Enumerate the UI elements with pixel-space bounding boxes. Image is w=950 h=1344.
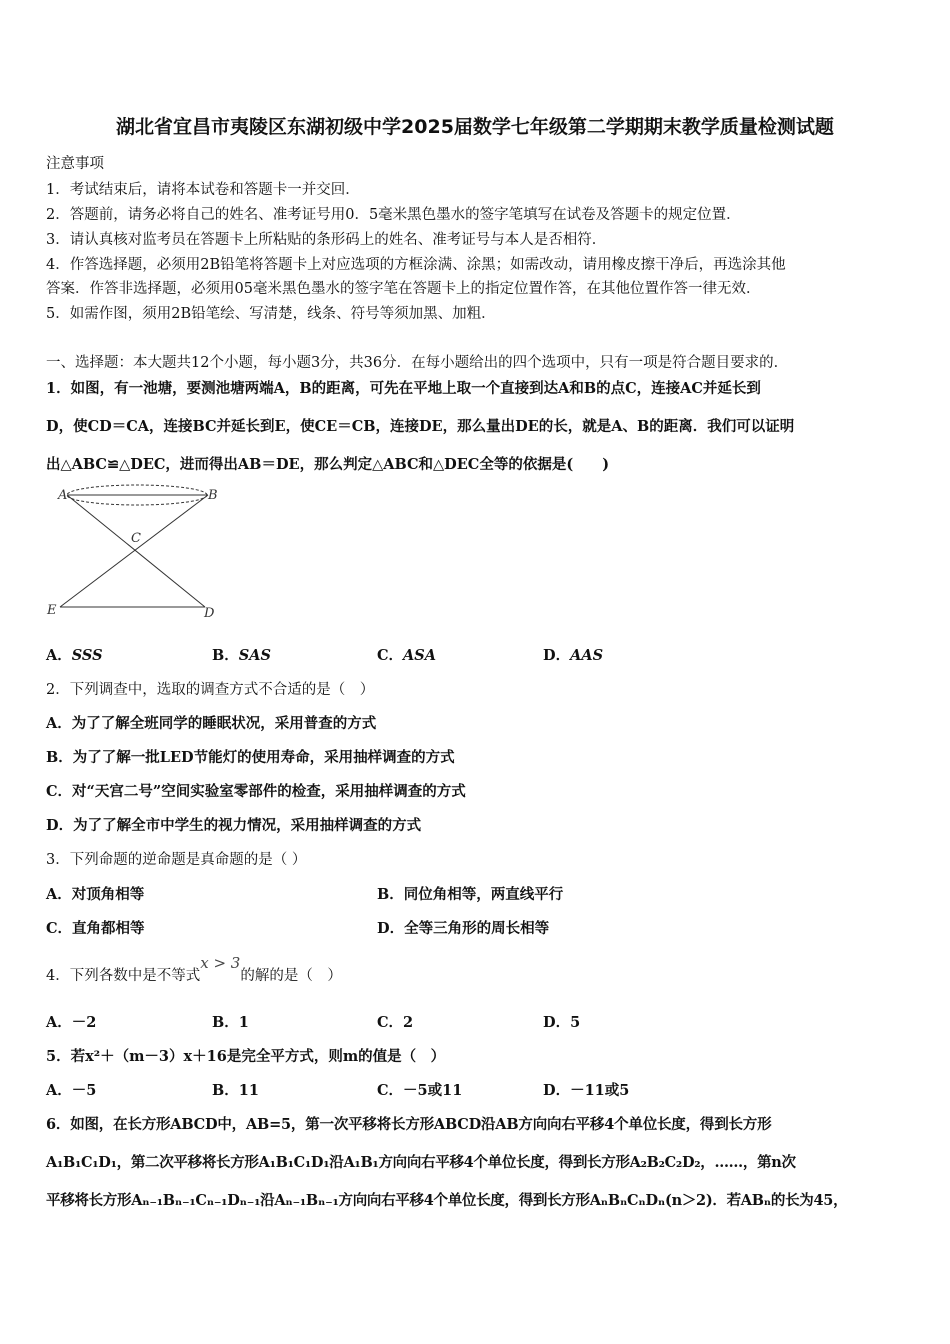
q1-option-b: B．SAS [212, 647, 271, 664]
q5-option-a: A．－5 [46, 1082, 97, 1099]
notice-item: 答案．作答非选择题，必须用05毫米黑色墨水的签字笔在答题卡上的指定位置作答，在其他位置作答一律无效． [46, 281, 761, 297]
q5-option-b: B．11 [212, 1082, 259, 1099]
q6-stem-line: 平移将长方形Aₙ₋₁Bₙ₋₁Cₙ₋₁Dₙ₋₁沿Aₙ₋₁Bₙ₋₁方向向右平移4个单位长度，得到长方形AₙBₙCₙDₙ(n＞2)．若ABₙ的长为45， [46, 1192, 848, 1209]
q2-option-c: C．对“天宫二号”空间实验室零部件的检查，采用抽样调查的方式 [46, 783, 466, 800]
segment-be [60, 495, 208, 607]
q4-stem: 4．下列各数中是不等式x > 3的解的是（ ） [46, 954, 342, 984]
page-title: 湖北省宜昌市夷陵区东湖初级中学2025届数学七年级第二学期期末教学质量检测试题 [116, 116, 834, 138]
q3-stem: 3．下列命题的逆命题是真命题的是（ ） [46, 852, 307, 868]
q1-option-c: C．ASA [377, 647, 437, 664]
q5-stem: 5．若x²＋（m－3）x＋16是完全平方式，则m的值是（ ） [46, 1048, 446, 1065]
section-heading: 一、选择题：本大题共12个小题，每小题3分，共36分．在每小题给出的四个选项中，只有一项是符合题目要求的． [46, 355, 789, 371]
notice-item: 4．作答选择题，必须用2B铅笔将答题卡上对应选项的方框涂满、涂黑；如需改动，请用橡皮擦干净后，再选涂其他 [46, 257, 786, 273]
q2-stem: 2．下列调查中，选取的调查方式不合适的是（ ） [46, 682, 375, 698]
q1-figure [40, 478, 240, 628]
q1-stem-line: 1．如图，有一池塘，要测池塘两端A，B的距离，可先在平地上取一个直接到达A和B的点C，连接AC并延长到 [46, 380, 761, 397]
label-b: B [208, 488, 218, 503]
notice-item: 2．答题前，请务必将自己的姓名、准考证号用0．5毫米黑色墨水的签字笔填写在试卷及答题卡的规定位置． [46, 207, 741, 223]
q6-stem-line: A₁B₁C₁D₁，第二次平移将长方形A₁B₁C₁D₁沿A₁B₁方向向右平移4个单位长度，得到长方形A₂B₂C₂D₂，……，第n次 [46, 1154, 796, 1171]
q2-option-d: D．为了了解全市中学生的视力情况，采用抽样调查的方式 [46, 817, 422, 834]
q1-stem-line: 出△ABC≌△DEC，进而得出AB＝DE，那么判定△ABC和△DEC全等的依据是( ) [46, 456, 610, 473]
q6-stem-line: 6．如图，在长方形ABCD中，AB=5，第一次平移将长方形ABCD沿AB方向向右平移4个单位长度，得到长方形 [46, 1116, 772, 1133]
label-c: C [131, 531, 141, 546]
q4-option-d: D．5 [543, 1014, 581, 1031]
q5-option-d: D．－11或5 [543, 1082, 630, 1099]
label-d: D [204, 606, 215, 621]
q2-option-a: A．为了了解全班同学的睡眠状况，采用普查的方式 [46, 715, 377, 732]
q1-option-a: A．SSS [46, 647, 103, 664]
segment-ad [67, 495, 205, 607]
q4-option-b: B．1 [212, 1014, 249, 1031]
notice-item: 3．请认真核对监考员在答题卡上所粘贴的条形码上的姓名、准考证号与本人是否相符． [46, 232, 607, 248]
q3-option-d: D．全等三角形的周长相等 [377, 920, 550, 937]
q4-option-c: C．2 [377, 1014, 414, 1031]
label-e: E [47, 603, 57, 618]
q2-option-b: B．为了了解一批LED节能灯的使用寿命，采用抽样调查的方式 [46, 749, 455, 766]
notice-item: 5．如需作图，须用2B铅笔绘、写清楚，线条、符号等须加黑、加粗． [46, 306, 496, 322]
q4-formula: x > 3 [200, 954, 241, 972]
q3-option-a: A．对顶角相等 [46, 886, 145, 903]
q4-option-a: A．－2 [46, 1014, 97, 1031]
q1-option-d: D．AAS [543, 647, 604, 664]
q3-option-b: B．同位角相等，两直线平行 [377, 886, 564, 903]
notice-item: 1．考试结束后，请将本试卷和答题卡一并交回． [46, 182, 360, 198]
q3-option-c: C．直角都相等 [46, 920, 145, 937]
q1-stem-line: D，使CD＝CA，连接BC并延长到E，使CE＝CB，连接DE，那么量出DE的长，就是A、B的距离．我们可以证明 [46, 418, 795, 435]
q5-option-c: C．－5或11 [377, 1082, 463, 1099]
notice-heading: 注意事项 [46, 156, 104, 172]
label-a: A [58, 488, 68, 503]
